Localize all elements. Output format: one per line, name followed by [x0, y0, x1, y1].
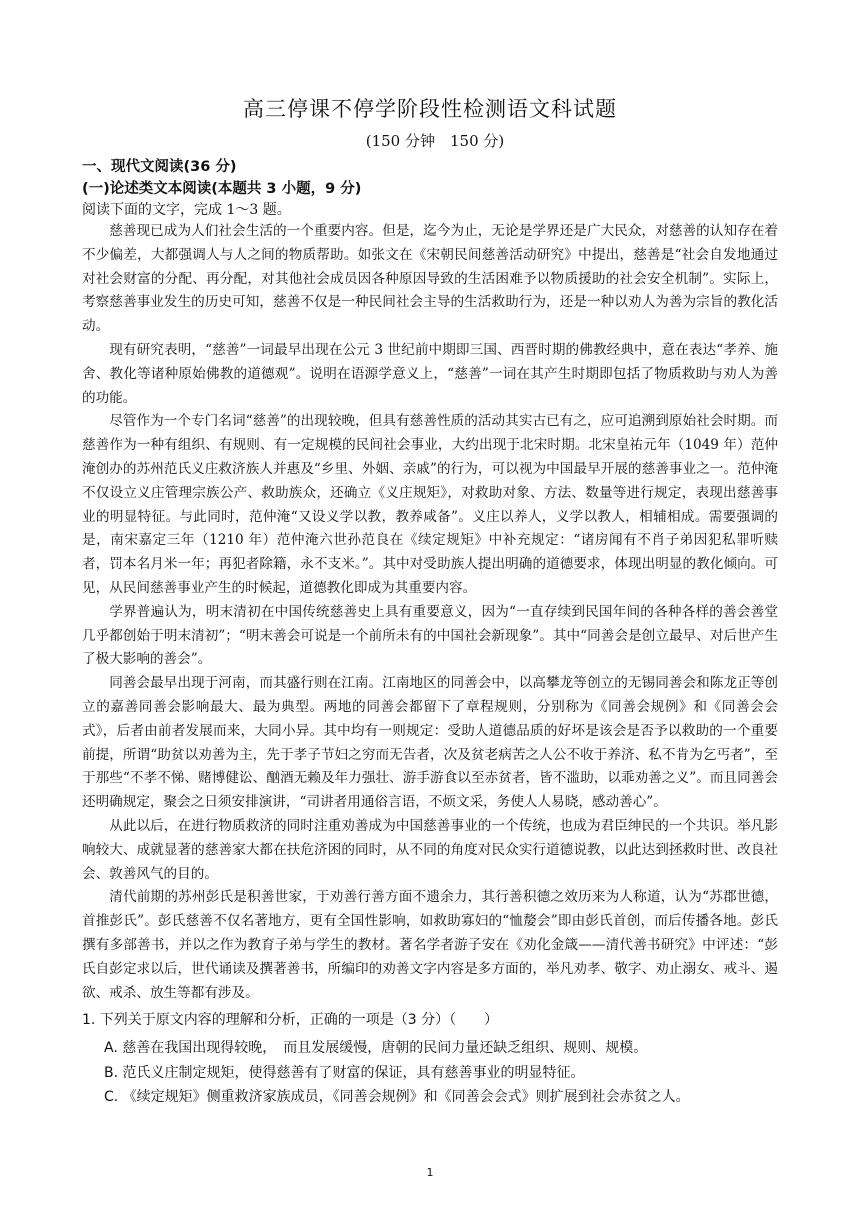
passage-paragraph: 同善会最早出现于河南，而其盛行则在江南。江南地区的同善会中，以高攀龙等创立的无锡同善会和陈龙正等创立的嘉善同善会影响最大、最为典型。两地的同善会都留下了章程规则，分别称为《同善会规例》和《同善会会式》，后者由前者发展而来，大同小异。其中均有一则规定：受助人道德品质的好坏是该会是否予以救助的一个重要前提，所谓“助贫以劝善为主，先于孝子节妇之穷而无告者，次及贫老病苦之人公不收于养济、私不肯为乞丐者”，至于那些“不孝不悌、赌博健讼、酗酒无赖及年力强壮、游手游食以至赤贫者，皆不滥助，以乖劝善之义”。而且同善会还明确规定，聚会之日须安排演讲，“司讲者用通俗言语，不烦文采，务使人人易晓，感动善心”。: [82, 675, 778, 811]
option-c: C. 《续定规矩》侧重救济家族成员，《同善会规例》和《同善会会式》则扩展到社会赤贫之人。: [104, 1089, 690, 1105]
passage-paragraph: 慈善现已成为人们社会生活的一个重要内容。但是，迄今为止，无论是学界还是广大民众，对慈善的认知存在着不少偏差，大都强调人与人之间的物质帮助。如张文在《宋朝民间慈善活动研究》中提出，慈善是“社会自发地通过对社会财富的分配、再分配，对其他社会成员因各种原因导致的生活困难予以物质援助的社会安全机制”。实际上，考察慈善事业发生的历史可知，慈善不仅是一种民间社会主导的生活救助行为，还是一种以劝人为善为宗旨的教化活动。: [82, 223, 778, 335]
passage-paragraph: 尽管作为一个专门名词“慈善”的出现较晚，但具有慈善性质的活动其实古已有之，应可追溯到原始社会时期。而慈善作为一种有组织、有规则、有一定规模的民间社会事业，大约出现于北宋时期。北宋皇祐元年（1049 年）范仲淹创办的苏州范氏义庄救济族人并惠及“乡里、外姻、亲戚”的行为，可以视为中国最早开展的慈善事业之一。范仲淹不仅设立义庄管理宗族公产、救助族众，还确立《义庄规矩》，对救助对象、方法、数量等进行规定，表现出慈善事业的明显特征。与此同时，范仲淹“又设义学以教，教养咸备”。义庄以养人，义学以教人，相辅相成。需要强调的是，南宋嘉定三年（1210 年）范仲淹六世孙范良在《续定规矩》中补充规定：“诸房闻有不肖子弟因犯私罪听赎者，罚本名月米一年；再犯者除籍，永不支米。”。其中对受助族人提出明确的道德要求，体现出明显的教化倾向。可见，从民间慈善事业产生的时候起，道德教化即成为其重要内容。: [82, 413, 778, 596]
page-number: 1: [426, 1166, 434, 1179]
exam-title: 高三停课不停学阶段性检测语文科试题: [243, 97, 617, 121]
question-stem: 1. 下列关于原文内容的理解和分析，正确的一项是（3 分）（ ）: [82, 1012, 499, 1028]
reading-instruction: 阅读下面的文字，完成 1～3 题。: [82, 202, 291, 218]
section-heading-reading: 一、现代文阅读(36 分): [82, 159, 237, 175]
passage-paragraph: 现有研究表明，“慈善”一词最早出现在公元 3 世纪前中期即三国、西晋时期的佛教经典中，意在表达“孝养、施舍、教化等诸种原始佛教的道德观”。说明在语源学意义上，“慈善”一词在其产生时期即包括了物质救助与劝人为善的功能。: [82, 341, 778, 406]
passage-paragraph: 清代前期的苏州彭氏是积善世家，于劝善行善方面不遗余力，其行善积德之效历来为人称道，认为“苏郡世德，首推彭氏”。彭氏慈善不仅名著地方，更有全国性影响，如救助寡妇的“恤嫠会”即由彭氏首创，而后传播各地。彭氏撰有多部善书，并以之作为教育子弟与学生的教材。著名学者游子安在《劝化金箴——清代善书研究》中评述：“彭氏自彭定求以后，世代诵读及撰著善书，所编印的劝善文字内容是多方面的，举凡劝孝、敬字、劝止溺女、戒斗、遏欲、戒杀、放生等都有涉及。: [82, 889, 778, 1001]
exam-duration-score: (150 分钟 150 分): [365, 132, 505, 150]
option-a: A. 慈善在我国出现得较晚， 而且发展缓慢，唐朝的民间力量还缺乏组织、规则、规模。: [104, 1040, 648, 1056]
question-1: [82, 1008, 782, 1110]
option-b: B. 范氏义庄制定规矩，使得慈善有了财富的保证，具有慈善事业的明显特征。: [104, 1064, 585, 1081]
subsection-heading-argumentative: (一)论述类文本阅读(本题共 3 小题，9 分): [82, 181, 362, 197]
passage-paragraph: 从此以后，在进行物质救济的同时注重劝善成为中国慈善事业的一个传统，也成为君臣绅民的一个共识。举凡影响较大、成就显著的慈善家大都在扶危济困的同时，从不同的角度对民众实行道德说教，以此达到拯救时世、改良社会、敦善风气的目的。: [82, 817, 778, 882]
reading-passage: [82, 220, 778, 1005]
passage-paragraph: 学界普遍认为，明末清初在中国传统慈善史上具有重要意义，因为“一直存续到民国年间的各种各样的善会善堂几乎都创始于明末清初”；“明末善会可说是一个前所未有的中国社会新现象”。其中“同善会是创立最早、对后世产生了极大影响的善会”。: [82, 603, 778, 668]
